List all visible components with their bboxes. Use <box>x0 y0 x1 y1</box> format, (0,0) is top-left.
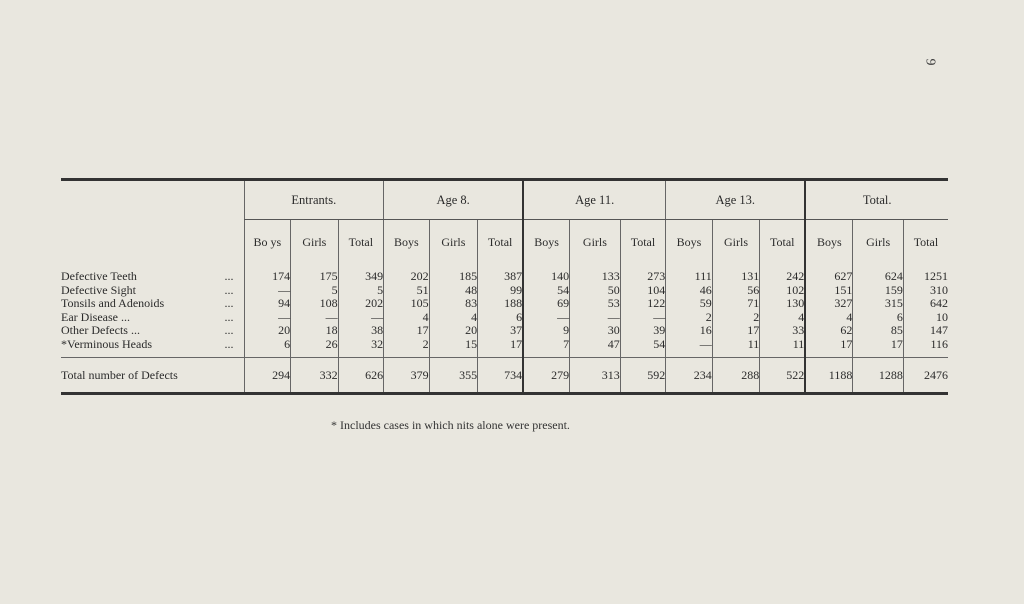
subheader-boys: Bo ys <box>244 220 291 265</box>
table-body <box>61 264 948 392</box>
table-cell: 33 <box>760 324 806 338</box>
total-row <box>61 358 948 393</box>
row-leader-dots: ... <box>224 323 234 337</box>
table-cell: 313 <box>570 358 621 393</box>
table-cell: 175 <box>291 264 339 284</box>
row-label: Defective Sight <box>61 282 136 297</box>
table-cell: 522 <box>760 358 806 393</box>
table-cell: 37 <box>478 324 524 338</box>
subheader-boys: Boys <box>523 220 570 265</box>
row-leader-dots: ... <box>224 269 234 283</box>
table-cell: 234 <box>666 358 713 393</box>
table-cell: 94 <box>244 297 291 311</box>
row-label-cell <box>61 324 244 338</box>
table-cell: 4 <box>760 311 806 325</box>
table-cell: 99 <box>478 284 524 298</box>
table-cell: — <box>570 311 621 325</box>
table-cell: 159 <box>853 284 904 298</box>
defects-table-container <box>61 178 948 395</box>
table-cell: 59 <box>666 297 713 311</box>
table-cell: 185 <box>429 264 478 284</box>
table-cell: 5 <box>291 284 339 298</box>
table-row <box>61 264 948 284</box>
table-cell: 48 <box>429 284 478 298</box>
table-cell: 1251 <box>903 264 948 284</box>
table-cell: 315 <box>853 297 904 311</box>
subheader-boys: Boys <box>805 220 853 265</box>
row-leader-dots: ... <box>224 336 234 351</box>
table-cell: 4 <box>384 311 430 325</box>
table-cell: 111 <box>666 264 713 284</box>
table-cell: 4 <box>805 311 853 325</box>
group-header-row <box>61 181 948 220</box>
row-label: Defective Teeth <box>61 269 137 283</box>
table-cell: 46 <box>666 284 713 298</box>
row-leader-dots: ... <box>224 296 234 310</box>
table-cell: 592 <box>620 358 666 393</box>
table-cell: 2 <box>666 311 713 325</box>
table-row <box>61 338 948 352</box>
table-cell: 294 <box>244 358 291 393</box>
table-row <box>61 297 948 311</box>
subheader-total: Total <box>903 220 948 265</box>
table-cell: 39 <box>620 324 666 338</box>
table-row <box>61 284 948 298</box>
table-cell: 332 <box>291 358 339 393</box>
table-cell: 15 <box>429 338 478 352</box>
table-cell: 131 <box>712 264 760 284</box>
subheader-girls: Girls <box>429 220 478 265</box>
table-cell: — <box>244 284 291 298</box>
table-cell: 20 <box>244 324 291 338</box>
table-cell: 54 <box>523 284 570 298</box>
table-cell: 56 <box>712 284 760 298</box>
table-cell: 379 <box>384 358 430 393</box>
table-cell: 32 <box>338 338 384 352</box>
subheader-girls: Girls <box>712 220 760 265</box>
table-cell: 140 <box>523 264 570 284</box>
group-header-age-13: Age 13. <box>666 181 806 220</box>
table-cell: 116 <box>903 338 948 352</box>
table-cell: 71 <box>712 297 760 311</box>
table-cell: 6 <box>853 311 904 325</box>
table-cell: 151 <box>805 284 853 298</box>
table-cell: 16 <box>666 324 713 338</box>
table-cell: 642 <box>903 297 948 311</box>
row-label-cell <box>61 284 244 298</box>
subheader-boys: Boys <box>384 220 430 265</box>
table-cell: 349 <box>338 264 384 284</box>
table-cell: 279 <box>523 358 570 393</box>
row-label: *Verminous Heads <box>61 336 152 351</box>
header-blank <box>61 220 244 265</box>
subheader-girls: Girls <box>853 220 904 265</box>
table-cell: 624 <box>853 264 904 284</box>
table-cell: 50 <box>570 284 621 298</box>
table-cell: 83 <box>429 297 478 311</box>
table-cell: 11 <box>712 338 760 352</box>
table-cell: 1288 <box>853 358 904 393</box>
defects-table <box>61 181 948 392</box>
table-cell: 734 <box>478 358 524 393</box>
subheader-total: Total <box>620 220 666 265</box>
subheader-total: Total <box>760 220 806 265</box>
table-cell: 387 <box>478 264 524 284</box>
table-cell: 626 <box>338 358 384 393</box>
group-header-total: Total. <box>805 181 948 220</box>
table-cell: — <box>620 311 666 325</box>
table-cell: 627 <box>805 264 853 284</box>
table-cell: 62 <box>805 324 853 338</box>
table-cell: 9 <box>523 324 570 338</box>
table-cell: 17 <box>712 324 760 338</box>
subheader-girls: Girls <box>570 220 621 265</box>
table-cell: 242 <box>760 264 806 284</box>
table-cell: 122 <box>620 297 666 311</box>
page-number: 9 <box>922 58 938 66</box>
subheader-boys: Boys <box>666 220 713 265</box>
subheader-row <box>61 220 948 265</box>
group-header-age-8: Age 8. <box>384 181 524 220</box>
table-cell: 288 <box>712 358 760 393</box>
table-cell: — <box>523 311 570 325</box>
table-cell: 38 <box>338 324 384 338</box>
table-cell: 273 <box>620 264 666 284</box>
table-cell: 147 <box>903 324 948 338</box>
table-cell: 47 <box>570 338 621 352</box>
row-leader-dots: ... <box>224 309 234 324</box>
table-cell: 20 <box>429 324 478 338</box>
row-label: Tonsils and Adenoids <box>61 296 165 310</box>
row-label-cell <box>61 297 244 311</box>
table-cell: 7 <box>523 338 570 352</box>
table-cell: 17 <box>384 324 430 338</box>
row-label-cell: Total number of Defects <box>61 358 244 393</box>
group-header-entrants: Entrants. <box>244 181 384 220</box>
row-label-cell <box>61 338 244 352</box>
row-label-cell <box>61 264 244 284</box>
table-cell: — <box>244 311 291 325</box>
table-row <box>61 324 948 338</box>
table-cell: — <box>338 311 384 325</box>
table-cell: — <box>666 338 713 352</box>
table-cell: — <box>291 311 339 325</box>
table-cell: 310 <box>903 284 948 298</box>
table-cell: 5 <box>338 284 384 298</box>
table-cell: 327 <box>805 297 853 311</box>
table-cell: 104 <box>620 284 666 298</box>
table-row <box>61 311 948 325</box>
table-bottom-rule <box>61 392 948 395</box>
table-cell: 133 <box>570 264 621 284</box>
table-cell: 54 <box>620 338 666 352</box>
table-cell: 188 <box>478 297 524 311</box>
table-cell: 2 <box>712 311 760 325</box>
table-cell: 10 <box>903 311 948 325</box>
subheader-total: Total <box>478 220 524 265</box>
group-header-age-11: Age 11. <box>523 181 666 220</box>
footnote: * Includes cases in which nits alone were present. <box>331 418 570 432</box>
row-label-cell <box>61 311 244 325</box>
table-cell: 30 <box>570 324 621 338</box>
table-cell: 355 <box>429 358 478 393</box>
subheader-girls: Girls <box>291 220 339 265</box>
row-leader-dots: ... <box>224 282 234 297</box>
table-cell: 6 <box>478 311 524 325</box>
table-cell: 11 <box>760 338 806 352</box>
table-cell: 17 <box>853 338 904 352</box>
table-cell: 6 <box>244 338 291 352</box>
row-label: Ear Disease ... <box>61 309 130 324</box>
table-cell: 102 <box>760 284 806 298</box>
header-blank <box>61 181 244 220</box>
subheader-total: Total <box>338 220 384 265</box>
table-cell: 108 <box>291 297 339 311</box>
table-cell: 18 <box>291 324 339 338</box>
table-cell: 105 <box>384 297 430 311</box>
row-label: Other Defects ... <box>61 323 140 337</box>
table-cell: 202 <box>384 264 430 284</box>
table-cell: 26 <box>291 338 339 352</box>
table-cell: 2 <box>384 338 430 352</box>
table-cell: 51 <box>384 284 430 298</box>
table-cell: 130 <box>760 297 806 311</box>
table-cell: 202 <box>338 297 384 311</box>
table-cell: 53 <box>570 297 621 311</box>
table-cell: 4 <box>429 311 478 325</box>
table-cell: 17 <box>805 338 853 352</box>
table-cell: 85 <box>853 324 904 338</box>
table-cell: 17 <box>478 338 524 352</box>
table-cell: 174 <box>244 264 291 284</box>
table-cell: 1188 <box>805 358 853 393</box>
table-cell: 2476 <box>903 358 948 393</box>
table-cell: 69 <box>523 297 570 311</box>
